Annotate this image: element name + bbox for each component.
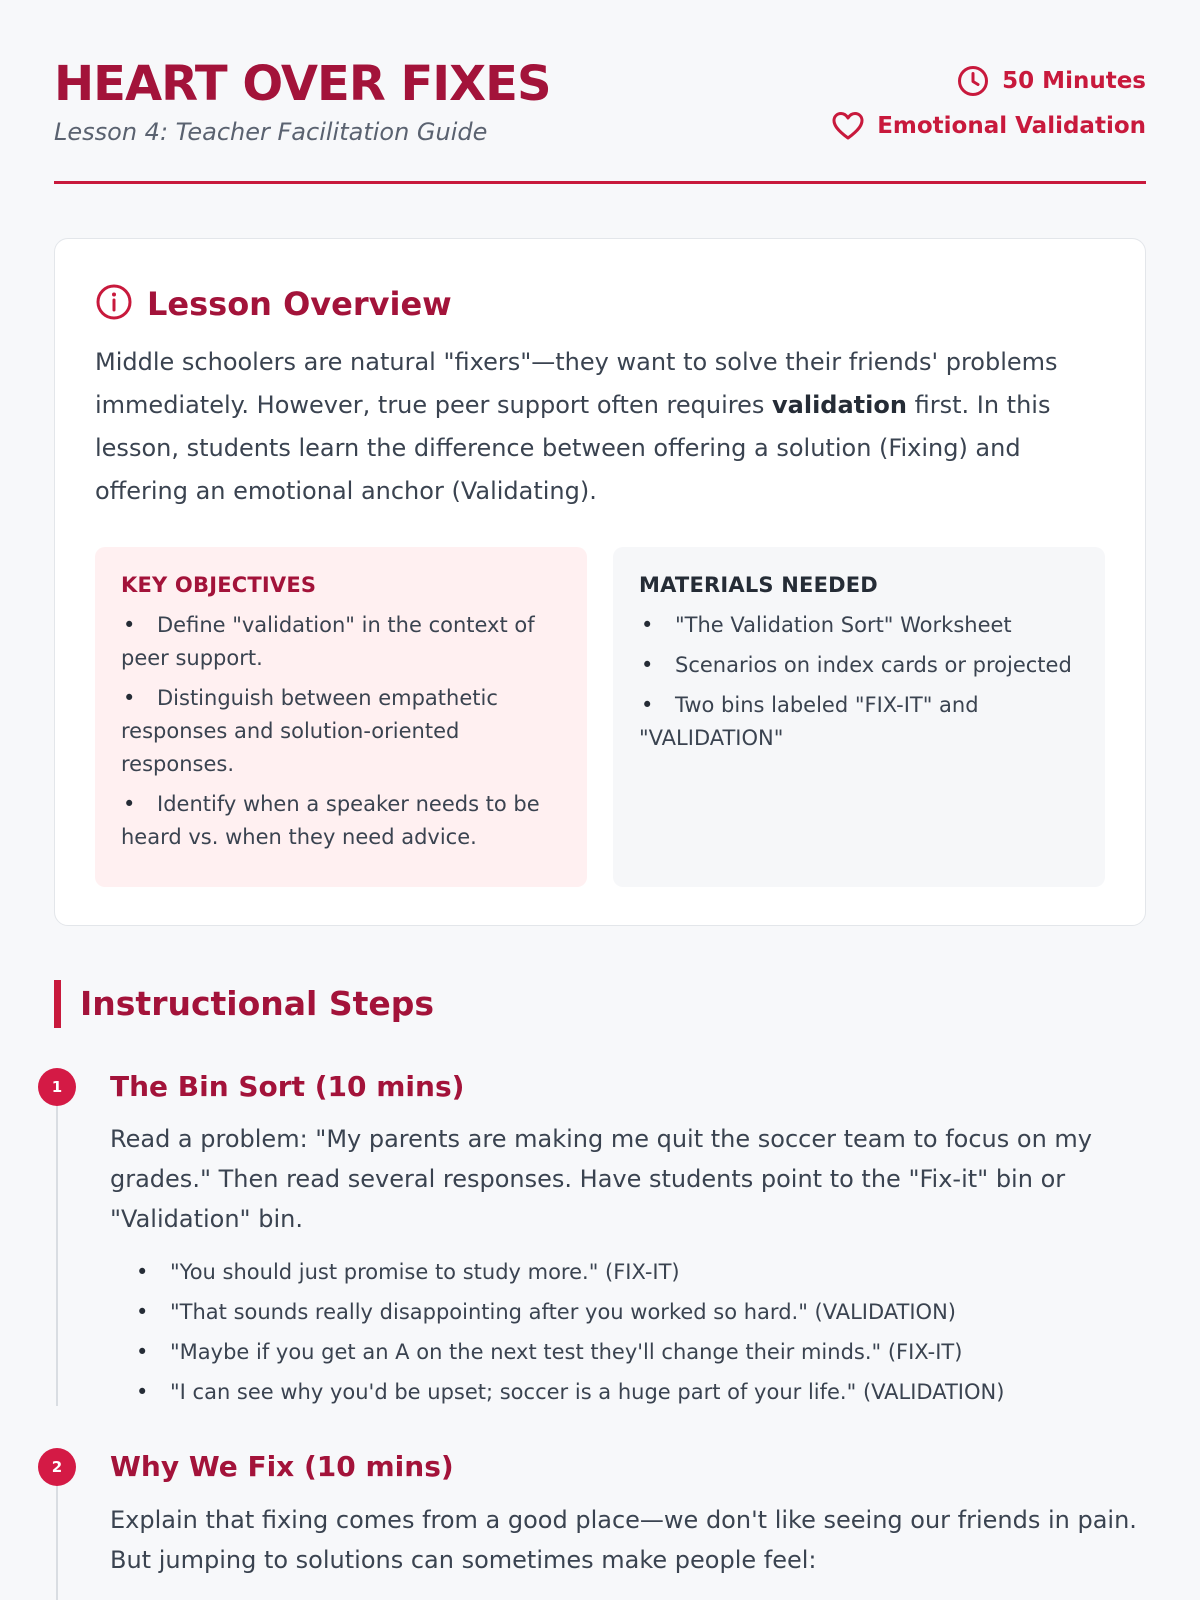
materials-list: [639, 609, 1079, 755]
overview-heading: [95, 283, 452, 325]
list-item: • Two bins labeled "FIX-IT" and "VALIDATION": [639, 689, 1079, 755]
overview-intro: [95, 341, 1105, 513]
list-item: • "Maybe if you get an A on the next test they'll change their minds." (FIX-IT): [136, 1332, 1004, 1372]
theme-badge: [831, 110, 1146, 142]
step-title: Why We Fix (10 mins): [110, 1450, 454, 1483]
objectives-title: KEY OBJECTIVES: [121, 573, 317, 597]
list-item: • "That sounds really disappointing after you worked so hard." (VALIDATION): [136, 1292, 1004, 1332]
list-item: • "You should just promise to study more." (FIX-IT): [136, 1252, 1004, 1292]
intro-bold-term: validation: [772, 391, 907, 419]
duration-label: 50 Minutes: [1002, 68, 1146, 94]
overview-title: Lesson Overview: [147, 285, 452, 323]
step-number-badge: 1: [38, 1068, 76, 1106]
clock-icon: [956, 64, 990, 98]
list-item: • Scenarios on index cards or projected: [639, 649, 1079, 682]
step-number-badge: 2: [38, 1448, 76, 1486]
list-item: • "I can see why you'd be upset; soccer is a huge part of your life." (VALIDATION): [136, 1372, 1004, 1412]
info-icon: [95, 283, 133, 325]
list-item: • Identify when a speaker needs to be heard vs. when they need advice.: [121, 788, 561, 854]
list-item: • Distinguish between empathetic responses and solution-oriented responses.: [121, 682, 561, 781]
objectives-list: [121, 609, 561, 854]
lesson-page: [51, 0, 1146, 1600]
materials-title: MATERIALS NEEDED: [639, 573, 878, 597]
step-timeline-rail: [56, 1104, 58, 1406]
intro-text-end: first. In this lesson, students learn the difference between offering a solution (Fixing) and offering an emotional anchor (Validating).: [95, 391, 1051, 505]
list-item: • "The Validation Sort" Worksheet: [639, 609, 1079, 642]
step-description: Read a problem: "My parents are making me quit the soccer team to focus on my grades." Then read several responses. Have students point to the "Fix-it" bin or "Validation" bin.: [110, 1125, 1093, 1233]
step-description: Explain that fixing comes from a good place—we don't like seeing our friends in pain. But jumping to solutions can sometimes make people feel:: [110, 1506, 1137, 1574]
duration-badge: [956, 64, 1146, 98]
page-title: HEART OVER FIXES: [54, 56, 551, 112]
list-item: • Define "validation" in the context of peer support.: [121, 609, 561, 675]
intro-text-start: Middle schoolers are natural "fixers"—they want to solve their friends' problems immediately. However, true peer support often requires: [95, 348, 1058, 419]
lesson-overview-card: [54, 238, 1146, 926]
heart-icon: [831, 110, 865, 142]
instructional-steps-heading: Instructional Steps: [54, 980, 434, 1028]
step-title: The Bin Sort (10 mins): [110, 1070, 465, 1103]
response-list: [136, 1252, 1004, 1412]
page-subtitle: Lesson 4: Teacher Facilitation Guide: [54, 118, 488, 146]
theme-label: Emotional Validation: [877, 113, 1146, 139]
page-header: [54, 52, 1146, 184]
key-objectives-box: [95, 547, 587, 887]
step-timeline-rail: [56, 1482, 58, 1600]
materials-needed-box: [613, 547, 1105, 887]
